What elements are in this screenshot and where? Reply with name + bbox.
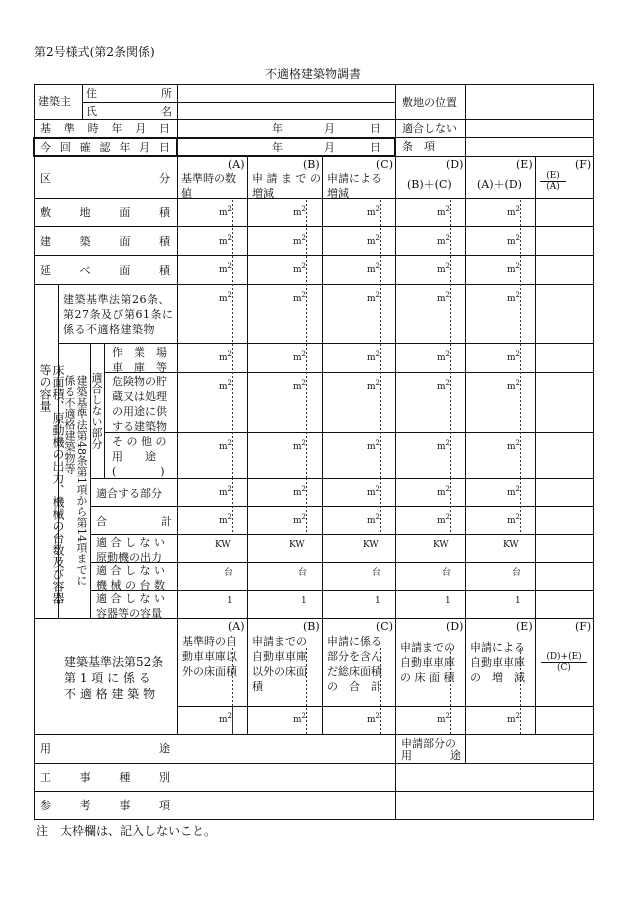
art52-c-4: の 合 計 [327, 680, 382, 693]
row-machines-1: 適 合 し な い [96, 564, 165, 577]
art52-c-3: だ総床面積 [327, 665, 382, 678]
art52-a-1: 基準時の自 [182, 635, 237, 648]
row-motor-1: 適 合 し な い [96, 536, 165, 549]
m2-unit-exp: 2 [375, 262, 381, 270]
m2-unit: $m^2$ [367, 712, 381, 725]
m2-unit-exp: 2 [445, 350, 451, 358]
m2-unit-exp: 2 [301, 379, 307, 387]
row-containers-1: 適 合 し な い [96, 592, 165, 605]
art26-line-3: 係る不適格建築物 [63, 323, 155, 336]
row-total: 合 計 [96, 515, 172, 528]
art26-line-2: 第27条及び第61条に [63, 308, 174, 321]
m2-unit-exp: 2 [515, 205, 521, 213]
m2-unit: $m^2$ [507, 291, 521, 304]
base-date-label: 基 準 時 年 月 日 [40, 122, 170, 135]
m2-unit: $m^2$ [507, 513, 521, 526]
row-remarks: 参 考 事 項 [40, 799, 170, 812]
row-building-area: 建 築 面 積 [40, 235, 170, 248]
nonconform-label-2: 条 項 [402, 140, 435, 153]
footnote: 注 太枠欄は、記入しないこと。 [36, 824, 217, 838]
art48-label: 建築基準法第48条第1項から第14項までに係る不適格建築物等 [63, 375, 88, 586]
art52-d-3: の 床 面 積 [400, 671, 455, 684]
m2-unit: $m^2$ [437, 205, 451, 218]
base-month: 月 [324, 122, 335, 135]
m2-unit-exp: 2 [515, 379, 521, 387]
base-day: 日 [370, 122, 381, 135]
one-unit: 1 [375, 596, 381, 606]
art52-a-3: 外の床面積 [182, 665, 237, 678]
art26-label [63, 292, 174, 337]
m2-unit-exp: 2 [445, 262, 451, 270]
address-label-2: 所 [161, 87, 172, 100]
m2-unit-exp: 2 [515, 262, 521, 270]
m2-unit-exp: 2 [515, 513, 521, 521]
name-label-2: 名 [161, 105, 172, 118]
m2-unit: $m^2$ [293, 513, 307, 526]
row-motor [96, 535, 165, 565]
m2-unit-exp: 2 [375, 379, 381, 387]
row-containers-2: 容器等の容量 [96, 607, 162, 620]
m2-unit-exp: 2 [227, 513, 233, 521]
art52-d-text [400, 640, 455, 685]
m2-unit-exp: 2 [227, 439, 233, 447]
m2-unit: $m^2$ [437, 439, 451, 452]
kw-unit: KW [503, 540, 519, 550]
art52-e-1: 申請による [470, 641, 525, 654]
row-other-1: そ の 他 の [112, 435, 167, 448]
m2-unit-exp: 2 [445, 205, 451, 213]
m2-unit: $m^2$ [367, 205, 381, 218]
m2-unit: $m^2$ [507, 350, 521, 363]
m2-unit: $m^2$ [219, 379, 233, 392]
m2-unit-exp: 2 [515, 234, 521, 242]
m2-unit: $m^2$ [293, 712, 307, 725]
m2-unit-exp: 2 [301, 234, 307, 242]
art52-a-2: 動車車庫以 [182, 650, 237, 663]
col-d-text: (B)＋(C) [407, 178, 452, 191]
one-unit: 1 [515, 596, 521, 606]
m2-unit-exp: 2 [301, 291, 307, 299]
m2-unit-exp: 2 [301, 262, 307, 270]
one-unit: 1 [227, 596, 233, 606]
kw-unit: KW [363, 540, 379, 550]
m2-unit-exp: 2 [445, 513, 451, 521]
col-c-tag: (C) [376, 158, 393, 171]
form-id: 第2号様式(第2条関係) [34, 45, 155, 59]
m2-unit: $m^2$ [507, 205, 521, 218]
applied-part-1: 申請部分の [401, 737, 456, 750]
row-site-area: 敷 地 面 積 [40, 206, 170, 219]
art52-e-3: の 増 減 [470, 671, 525, 684]
row-containers [96, 591, 165, 621]
m2-unit: $m^2$ [219, 234, 233, 247]
dai-unit: 台 [372, 568, 382, 578]
m2-unit-exp: 2 [515, 712, 521, 720]
row-other [112, 434, 167, 479]
art52-f-num: (D)+(E) [541, 652, 587, 663]
row-machines-2: 機 械 の 台 数 [96, 579, 165, 592]
art52-line-2: 第 1 項 に 係 る [64, 671, 151, 685]
m2-unit: $m^2$ [367, 262, 381, 275]
col-b-text: 申 請 ま で の 増減 [252, 172, 321, 200]
col-e-tag: (E) [516, 158, 533, 171]
art52-d-2: 自動車車庫 [400, 656, 455, 669]
owner-label: 建築主 [38, 95, 71, 108]
m2-unit-exp: 2 [445, 379, 451, 387]
m2-unit: $m^2$ [219, 205, 233, 218]
art52-c-text [327, 634, 382, 694]
m2-unit: $m^2$ [219, 439, 233, 452]
m2-unit-exp: 2 [227, 234, 233, 242]
m2-unit: $m^2$ [219, 350, 233, 363]
art26-line-1: 建築基準法第26条、 [63, 293, 170, 306]
m2-unit-exp: 2 [227, 262, 233, 270]
art52-c-tag: (C) [376, 620, 393, 633]
row-motor-2: 原動機の出力 [96, 551, 162, 564]
dai-unit: 台 [442, 568, 452, 578]
m2-unit-exp: 2 [445, 712, 451, 720]
m2-unit-exp: 2 [227, 712, 233, 720]
art52-f-fraction [541, 652, 587, 673]
m2-unit-exp: 2 [227, 291, 233, 299]
m2-unit-exp: 2 [375, 234, 381, 242]
site-label: 敷地の位置 [402, 96, 457, 109]
m2-unit: $m^2$ [367, 291, 381, 304]
art52-line-3: 不 適 格 建 築 物 [64, 687, 156, 701]
row-hazard [112, 374, 167, 434]
form-title: 不適格建築物調書 [265, 67, 362, 81]
art52-a-text [182, 634, 237, 679]
row-hazard-4: する建築物 [112, 420, 167, 433]
big-left-label: 床面積、原動機の出力、機械の台数及び容器等の容量 [38, 364, 65, 604]
m2-unit: $m^2$ [437, 712, 451, 725]
m2-unit-exp: 2 [301, 485, 307, 493]
current-day: 日 [370, 141, 381, 154]
dai-unit: 台 [298, 568, 308, 578]
col-d-tag: (D) [446, 158, 464, 171]
m2-unit: $m^2$ [293, 234, 307, 247]
row-workshop-2: 車 庫 等 [112, 361, 167, 374]
m2-unit: $m^2$ [367, 513, 381, 526]
row-machines [96, 563, 165, 593]
m2-unit: $m^2$ [507, 712, 521, 725]
current-year: 年 [272, 141, 283, 154]
m2-unit-exp: 2 [375, 291, 381, 299]
art52-e-text [470, 640, 525, 685]
m2-unit: $m^2$ [293, 485, 307, 498]
art52-e-2: 自動車車庫 [470, 656, 525, 669]
col-f-num: (E) [540, 171, 566, 182]
m2-unit: $m^2$ [507, 485, 521, 498]
col-c-text: 申請による 増減 [327, 172, 382, 200]
m2-unit-exp: 2 [515, 291, 521, 299]
row-conforming: 適合する部分 [96, 487, 162, 500]
m2-unit: $m^2$ [507, 262, 521, 275]
m2-unit-exp: 2 [515, 439, 521, 447]
m2-unit: $m^2$ [367, 379, 381, 392]
base-year: 年 [272, 122, 283, 135]
art52-b-1: 申請までの [252, 635, 307, 648]
art52-b-2: 自動車車庫 [252, 650, 307, 663]
col-f-fraction [540, 171, 566, 192]
col-e-text: (A)＋(D) [477, 178, 522, 191]
kw-unit: KW [289, 540, 305, 550]
nonconform-label-1: 適合しない [402, 122, 457, 135]
m2-unit-exp: 2 [515, 350, 521, 358]
m2-unit: $m^2$ [437, 513, 451, 526]
art52-f-den: (C) [557, 663, 571, 673]
art52-d-tag: (D) [446, 620, 464, 633]
one-unit: 1 [301, 596, 307, 606]
current-date-label: 今 回 確 認 年 月 日 [40, 141, 170, 154]
section-label: 区 分 [40, 172, 170, 185]
m2-unit: $m^2$ [367, 439, 381, 452]
m2-unit: $m^2$ [437, 262, 451, 275]
m2-unit: $m^2$ [219, 485, 233, 498]
row-hazard-3: の用途に供 [112, 405, 167, 418]
m2-unit-exp: 2 [227, 350, 233, 358]
row-workshop [112, 345, 167, 375]
m2-unit: $m^2$ [293, 379, 307, 392]
m2-unit-exp: 2 [227, 205, 233, 213]
m2-unit-exp: 2 [375, 205, 381, 213]
row-hazard-2: 蔵又は処理 [112, 390, 167, 403]
m2-unit: $m^2$ [219, 513, 233, 526]
m2-unit-exp: 2 [445, 234, 451, 242]
m2-unit-exp: 2 [227, 379, 233, 387]
m2-unit: $m^2$ [437, 379, 451, 392]
art52-b-text [252, 634, 307, 694]
col-f-den: (A) [546, 182, 560, 192]
m2-unit: $m^2$ [507, 379, 521, 392]
m2-unit-exp: 2 [445, 439, 451, 447]
m2-unit-exp: 2 [301, 712, 307, 720]
art52-line-1: 建築基準法第52条 [64, 655, 164, 669]
row-workshop-1: 作 業 場 [112, 346, 167, 359]
m2-unit: $m^2$ [437, 291, 451, 304]
current-month: 月 [324, 141, 335, 154]
dai-unit: 台 [224, 568, 234, 578]
name-label-1: 氏 [86, 105, 97, 118]
col-b-tag: (B) [303, 158, 320, 171]
m2-unit: $m^2$ [507, 234, 521, 247]
m2-unit: $m^2$ [219, 712, 233, 725]
row-use: 用 途 [40, 742, 170, 755]
row-other-2: 用 途 [112, 450, 156, 463]
art52-e-tag: (E) [516, 620, 533, 633]
m2-unit-exp: 2 [301, 439, 307, 447]
m2-unit: $m^2$ [507, 439, 521, 452]
row-other-3: ( ) [112, 465, 165, 478]
m2-unit-exp: 2 [227, 485, 233, 493]
m2-unit-exp: 2 [301, 350, 307, 358]
m2-unit: $m^2$ [367, 234, 381, 247]
art52-b-tag: (B) [303, 620, 320, 633]
art52-f-tag: (F) [575, 620, 592, 633]
art52-d-1: 申請までの [400, 641, 455, 654]
m2-unit-exp: 2 [375, 513, 381, 521]
m2-unit-exp: 2 [375, 350, 381, 358]
m2-unit-exp: 2 [445, 291, 451, 299]
art52-label [64, 654, 163, 702]
m2-unit-exp: 2 [375, 485, 381, 493]
m2-unit: $m^2$ [219, 291, 233, 304]
m2-unit: $m^2$ [293, 262, 307, 275]
nonconform-part-label: 適合しない部分 [90, 372, 103, 449]
applied-part-2: 用 途 [401, 749, 461, 762]
m2-unit: $m^2$ [219, 262, 233, 275]
m2-unit: $m^2$ [293, 350, 307, 363]
col-f-tag: (F) [575, 158, 592, 171]
m2-unit-exp: 2 [375, 712, 381, 720]
m2-unit-exp: 2 [515, 485, 521, 493]
art52-a-tag: (A) [228, 620, 245, 633]
row-hazard-1: 危険物の貯 [112, 375, 167, 388]
art52-c-1: 申請に係る [327, 635, 382, 648]
kw-unit: KW [215, 540, 231, 550]
kw-unit: KW [433, 540, 449, 550]
m2-unit: $m^2$ [293, 291, 307, 304]
art52-b-4: 積 [252, 680, 263, 693]
one-unit: 1 [445, 596, 451, 606]
row-work-type: 工 事 種 別 [40, 771, 170, 784]
row-floor-area: 延 べ 面 積 [40, 264, 170, 277]
m2-unit-exp: 2 [445, 485, 451, 493]
m2-unit: $m^2$ [437, 234, 451, 247]
m2-unit-exp: 2 [301, 513, 307, 521]
m2-unit: $m^2$ [367, 350, 381, 363]
dai-unit: 台 [512, 568, 522, 578]
col-a-text: 基準時の数 値 [181, 172, 236, 200]
m2-unit: $m^2$ [367, 485, 381, 498]
address-label-1: 住 [86, 87, 97, 100]
m2-unit-exp: 2 [375, 439, 381, 447]
m2-unit: $m^2$ [293, 439, 307, 452]
m2-unit: $m^2$ [293, 205, 307, 218]
art52-c-2: 部分を含ん [327, 650, 382, 663]
col-a-tag: (A) [228, 158, 245, 171]
m2-unit-exp: 2 [301, 205, 307, 213]
m2-unit: $m^2$ [437, 485, 451, 498]
art52-b-3: 以外の床面 [252, 665, 307, 678]
m2-unit: $m^2$ [437, 350, 451, 363]
